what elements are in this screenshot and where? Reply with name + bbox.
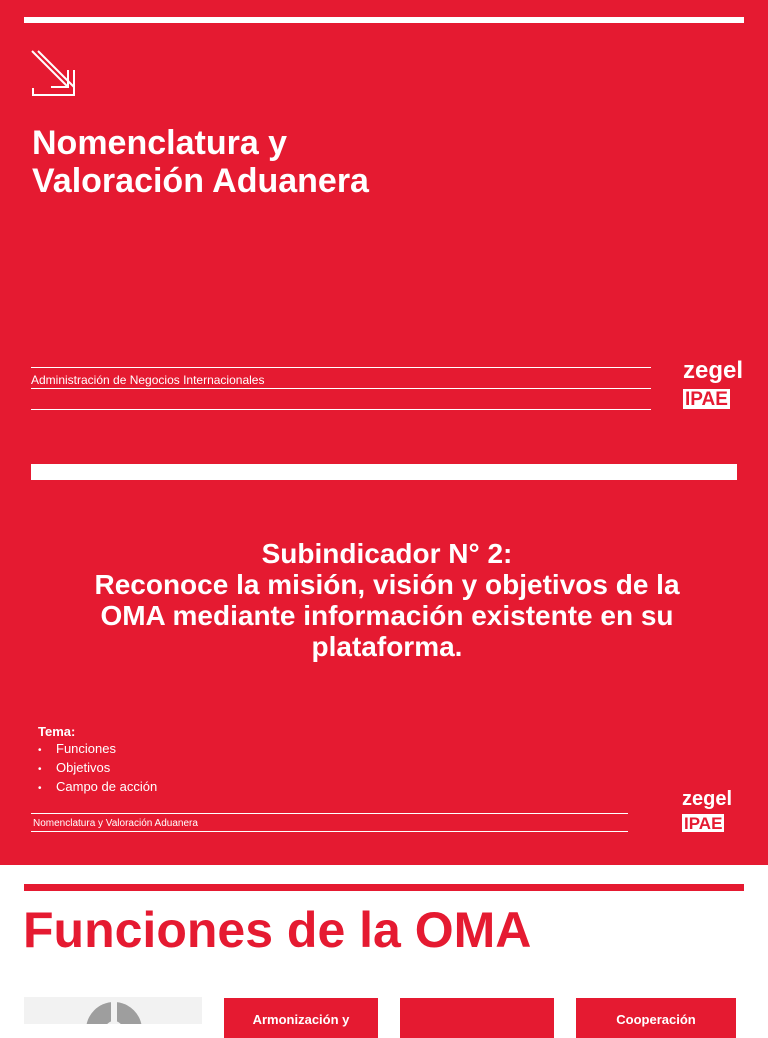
functions-slide: [0, 865, 768, 1027]
function-box: [400, 998, 554, 1038]
top-divider: [24, 884, 744, 891]
course-title: [32, 124, 369, 200]
function-box: Cooperación: [576, 998, 736, 1038]
course-footer: Nomenclatura y Valoración Aduanera: [33, 818, 198, 829]
zegel-ipae-logo: [683, 359, 743, 410]
divider-line: [31, 831, 628, 832]
course-title-line-1: Nomenclatura y: [32, 124, 288, 162]
topic-list: [38, 723, 157, 797]
title-slide: [0, 0, 768, 432]
topic-item: Objetivos: [56, 760, 111, 775]
topic-label: Tema:: [38, 724, 76, 739]
top-divider: [24, 17, 744, 23]
divider-line: [31, 388, 651, 389]
slide-title: Funciones de la OMA: [23, 902, 532, 958]
subindicator-slide: [0, 432, 768, 865]
divider-line: [31, 367, 651, 368]
topic-item: Campo de acción: [56, 779, 158, 794]
logo-zegel-text: zegel: [683, 357, 744, 384]
logo-zegel-text: zegel: [682, 788, 733, 810]
course-title-line-2: Valoración Aduanera: [32, 162, 369, 200]
top-divider: [31, 464, 737, 480]
divider-line: [31, 813, 628, 814]
function-box: Armonización y: [224, 998, 378, 1038]
globe-icon: [84, 1000, 144, 1024]
divider-line: [31, 409, 651, 410]
list-item: • Funciones: [38, 741, 116, 756]
program-name: Administración de Negocios Internacionales: [31, 373, 265, 387]
list-item: • Campo de acción: [38, 779, 158, 794]
logo-ipae-text: IPAE: [685, 389, 728, 410]
list-item: • Objetivos: [38, 760, 111, 775]
topic-item: Funciones: [56, 741, 116, 756]
subindicator-line: plataforma.: [311, 631, 463, 662]
zegel-ipae-logo: [682, 789, 732, 834]
arrow-down-right-icon: [30, 48, 78, 98]
subindicator-line: OMA mediante información existente en su: [100, 600, 674, 631]
subindicator-heading: Subindicador N° 2:: [261, 538, 513, 569]
subindicator-text: [40, 538, 734, 662]
subindicator-line: Reconoce la misión, visión y objetivos de la: [94, 569, 680, 600]
icon-panel: [24, 997, 202, 1024]
logo-ipae-text: IPAE: [684, 814, 723, 833]
